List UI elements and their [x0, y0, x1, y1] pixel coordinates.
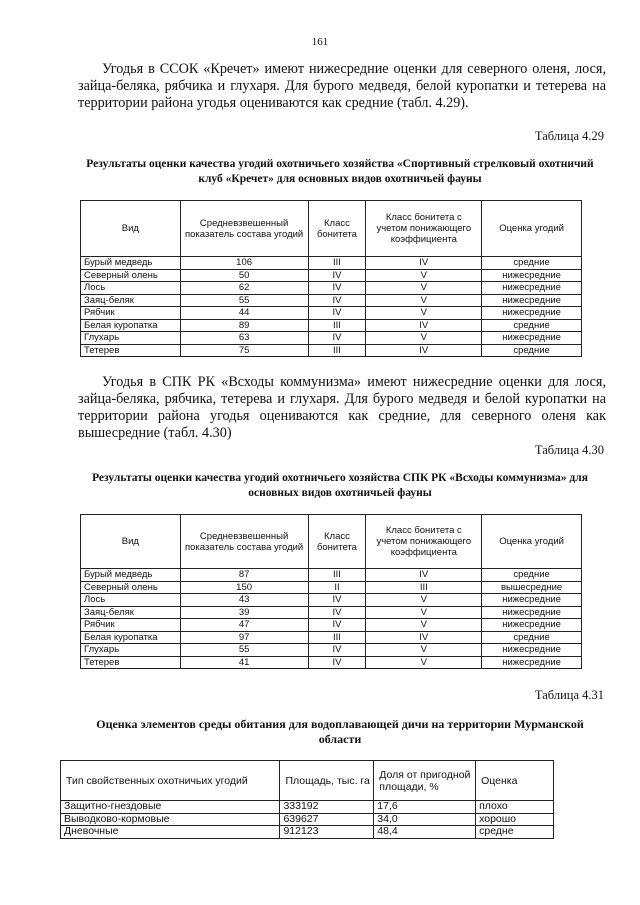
cell: 44	[180, 307, 308, 320]
cell: нижесредние	[482, 307, 582, 320]
cell: IV	[308, 269, 366, 282]
cell: Тетерев	[81, 344, 181, 357]
cell: V	[366, 269, 482, 282]
cell: 639627	[280, 813, 374, 826]
cell: V	[366, 594, 482, 607]
cell: Северный олень	[81, 269, 181, 282]
cell: нижесредние	[482, 294, 582, 307]
table-row	[81, 319, 582, 332]
cell: Защитно-гнездовые	[61, 801, 280, 814]
cell: IV	[308, 307, 366, 320]
cell: V	[366, 307, 482, 320]
paragraph-2: Угодья в СПК РК «Всходы коммунизма» имеют нижесредние оценки для лося, зайца-беляка, рябчика, тетерева и глухаря. Для бурого медведя и белой куропатки на территории района угодья оцениваются как средние, для северного оленя как вышесредние (табл. 4.30)	[78, 374, 606, 441]
table-row	[81, 307, 582, 320]
cell: IV	[308, 656, 366, 669]
table-caption-4-29: Результаты оценки качества угодий охотничьего хозяйства «Спортивный стрелковый охотничий клуб «Кречет» для основных видов охотничьей фауны	[86, 158, 594, 185]
table-row	[81, 606, 582, 619]
cell: Дневочные	[61, 826, 280, 839]
table-header-row	[61, 761, 554, 801]
cell: 63	[180, 332, 308, 345]
cell: 41	[180, 656, 308, 669]
header-class-adjusted: Класс бонитета с учетом понижающего коэффициента	[366, 515, 482, 569]
table-4-29	[80, 200, 582, 357]
cell: средне	[476, 826, 554, 839]
cell: 106	[180, 257, 308, 270]
cell: 48,4	[374, 826, 476, 839]
cell: 47	[180, 619, 308, 632]
cell: Рябчик	[81, 619, 181, 632]
cell: 55	[180, 644, 308, 657]
table-row	[81, 344, 582, 357]
table-row	[61, 813, 554, 826]
cell: 34,0	[374, 813, 476, 826]
header-species: Вид	[81, 515, 181, 569]
table-4-30	[80, 514, 582, 669]
cell: Глухарь	[81, 644, 181, 657]
cell: 50	[180, 269, 308, 282]
table-row	[81, 594, 582, 607]
cell: Выводково-кормовые	[61, 813, 280, 826]
header-class: Класс бонитета	[308, 515, 366, 569]
cell: V	[366, 644, 482, 657]
cell: IV	[308, 294, 366, 307]
cell: 39	[180, 606, 308, 619]
cell: IV	[366, 344, 482, 357]
table-row	[81, 569, 582, 582]
header-rating: Оценка угодий	[482, 515, 582, 569]
table-row	[81, 619, 582, 632]
cell: IV	[308, 606, 366, 619]
header-area: Площадь, тыс. га	[280, 761, 374, 801]
cell: Бурый медведь	[81, 569, 181, 582]
cell: 87	[180, 569, 308, 582]
cell: Лось	[81, 282, 181, 295]
cell: IV	[308, 594, 366, 607]
cell: Заяц-беляк	[81, 606, 181, 619]
table-label-4-30: Таблица 4.30	[534, 443, 604, 457]
cell: Северный олень	[81, 581, 181, 594]
cell: Рябчик	[81, 307, 181, 320]
table-label-4-31: Таблица 4.31	[534, 688, 604, 702]
table-header-row	[81, 515, 582, 569]
header-habitat-type: Тип свойственных охотничьих угодий	[61, 761, 280, 801]
cell: нижесредние	[482, 606, 582, 619]
cell: хорошо	[476, 813, 554, 826]
table-caption-4-31: Оценка элементов среды обитания для водоплавающей дичи на территории Мурманской области	[96, 717, 584, 746]
table-row	[81, 294, 582, 307]
cell: V	[366, 332, 482, 345]
cell: нижесредние	[482, 332, 582, 345]
table-header-row	[81, 201, 582, 257]
table-row	[81, 282, 582, 295]
header-weighted-index: Средневзвешенный показатель состава угодий	[180, 515, 308, 569]
cell: нижесредние	[482, 282, 582, 295]
cell: Заяц-беляк	[81, 294, 181, 307]
table-caption-4-30: Результаты оценки качества угодий охотничьего хозяйства СПК РК «Всходы коммунизма» для основных видов охотничьей фауны	[92, 472, 588, 499]
header-class-adjusted: Класс бонитета с учетом понижающего коэффициента	[366, 201, 482, 257]
cell: IV	[308, 332, 366, 345]
header-species: Вид	[81, 201, 181, 257]
cell: Белая куропатка	[81, 631, 181, 644]
cell: вышесредние	[482, 581, 582, 594]
cell: 333192	[280, 801, 374, 814]
cell: IV	[366, 257, 482, 270]
cell: IV	[366, 319, 482, 332]
cell: плохо	[476, 801, 554, 814]
header-share: Доля от пригодной площади, %	[374, 761, 476, 801]
cell: средние	[482, 319, 582, 332]
cell: III	[308, 257, 366, 270]
cell: 150	[180, 581, 308, 594]
cell: нижесредние	[482, 594, 582, 607]
cell: V	[366, 656, 482, 669]
table-row	[81, 332, 582, 345]
cell: III	[366, 581, 482, 594]
cell: нижесредние	[482, 619, 582, 632]
table-row	[81, 581, 582, 594]
cell: V	[366, 619, 482, 632]
cell: Глухарь	[81, 332, 181, 345]
cell: Тетерев	[81, 656, 181, 669]
cell: нижесредние	[482, 644, 582, 657]
paragraph-1: Угодья в ССОК «Кречет» имеют нижесредние оценки для северного оленя, лося, зайца-беляка, рябчика и глухаря. Для бурого медведя, белой куропатки и тетерева на территории района угодья оцениваются как средние (табл. 4.29).	[78, 61, 606, 111]
cell: 89	[180, 319, 308, 332]
cell: Белая куропатка	[81, 319, 181, 332]
cell: IV	[366, 631, 482, 644]
cell: III	[308, 319, 366, 332]
cell: II	[308, 581, 366, 594]
cell: 912123	[280, 826, 374, 839]
cell: V	[366, 282, 482, 295]
cell: 17,6	[374, 801, 476, 814]
cell: средние	[482, 344, 582, 357]
header-assessment: Оценка	[476, 761, 554, 801]
header-weighted-index: Средневзвешенный показатель состава угодий	[180, 201, 308, 257]
page-number: 161	[311, 36, 329, 48]
cell: 75	[180, 344, 308, 357]
table-row	[81, 269, 582, 282]
cell: Лось	[81, 594, 181, 607]
cell: IV	[308, 619, 366, 632]
cell: V	[366, 294, 482, 307]
cell: Бурый медведь	[81, 257, 181, 270]
table-row	[61, 801, 554, 814]
cell: III	[308, 344, 366, 357]
cell: III	[308, 569, 366, 582]
table-row	[61, 826, 554, 839]
cell: средние	[482, 569, 582, 582]
table-row	[81, 644, 582, 657]
header-rating: Оценка угодий	[482, 201, 582, 257]
cell: 43	[180, 594, 308, 607]
cell: средние	[482, 631, 582, 644]
table-row	[81, 656, 582, 669]
cell: нижесредние	[482, 269, 582, 282]
table-row	[81, 631, 582, 644]
cell: средние	[482, 257, 582, 270]
header-class: Класс бонитета	[308, 201, 366, 257]
cell: V	[366, 606, 482, 619]
cell: нижесредние	[482, 656, 582, 669]
table-label-4-29: Таблица 4.29	[534, 129, 604, 143]
cell: IV	[308, 282, 366, 295]
table-4-31	[60, 760, 554, 839]
cell: 55	[180, 294, 308, 307]
cell: IV	[308, 644, 366, 657]
cell: 97	[180, 631, 308, 644]
table-row	[81, 257, 582, 270]
cell: IV	[366, 569, 482, 582]
cell: III	[308, 631, 366, 644]
cell: 62	[180, 282, 308, 295]
